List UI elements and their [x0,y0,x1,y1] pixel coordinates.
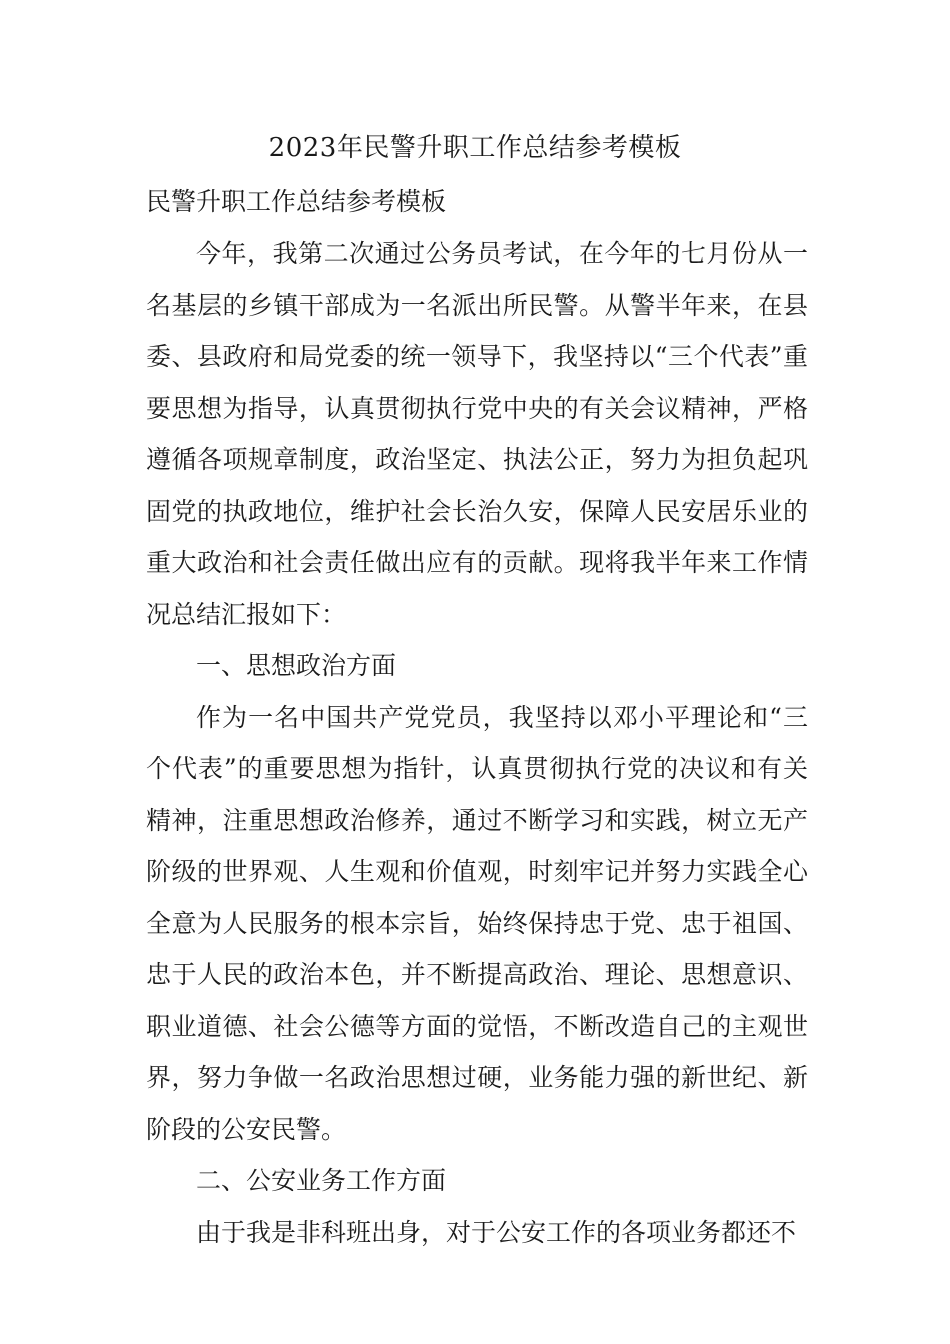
section1-paragraph: 作为一名中国共产党党员，我坚持以邓小平理论和“三个代表”的重要思想为指针，认真贯彻执行党的决议和有关精神，注重思想政治修养，通过不断学习和实践，树立无产阶级的世界观、人生观和价值观，时刻牢记并努力实践全心全意为人民服务的根本宗旨，始终保持忠于党、忠于祖国、忠于人民的政治本色，并不断提高政治、理论、思想意识、职业道德、社会公德等方面的觉悟，不断改造自己的主观世界，努力争做一名政治思想过硬，业务能力强的新世纪、新阶段的公安民警。 [146,702,808,1144]
intro-paragraph: 今年，我第二次通过公务员考试，在今年的七月份从一名基层的乡镇干部成为一名派出所民警。从警半年来，在县委、县政府和局党委的统一领导下，我坚持以“三个代表”重要思想为指导，认真贯彻执行党中央的有关会议精神，严格遵循各项规章制度，政治坚定、执法公正，努力为担负起巩固党的执政地位，维护社会长治久安，保障人民安居乐业的重大政治和社会责任做出应有的贡献。现将我半年来工作情况总结汇报如下： [146,239,808,629]
document-subtitle: 民警升职工作总结参考模板 [146,187,447,216]
section2-paragraph: 由于我是非科班出身，对于公安工作的各项业务都还不 [196,1217,797,1247]
section1-heading: 一、思想政治方面 [196,651,397,680]
document-title: 2023年民警升职工作总结参考模板 [268,133,682,163]
document-body [146,228,808,1258]
section2-heading: 二、公安业务工作方面 [196,1166,447,1195]
